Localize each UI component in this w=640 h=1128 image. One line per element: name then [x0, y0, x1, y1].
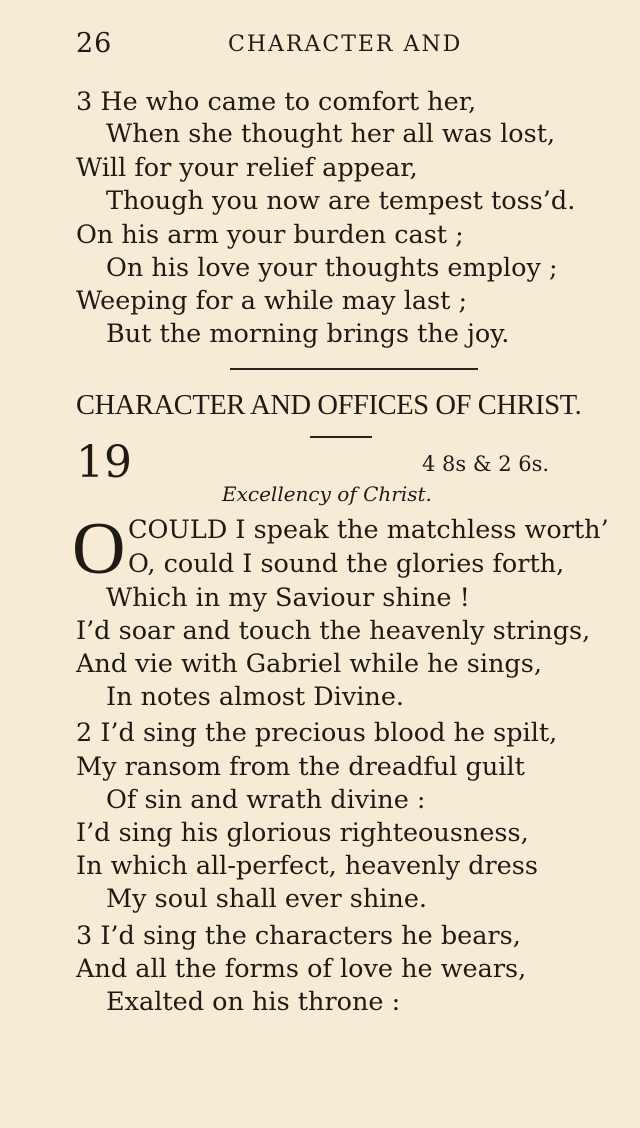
- verse-line: Of sin and wrath divine :: [106, 785, 426, 815]
- verse-line: 2 I’d sing the precious blood he spilt,: [76, 718, 558, 748]
- verse-line: On his arm your burden cast ;: [76, 220, 464, 250]
- verse-line: In which all-perfect, heavenly dress: [76, 851, 538, 881]
- hymn-subtitle: Excellency of Christ.: [222, 482, 432, 506]
- page-header: [76, 28, 604, 62]
- verse-line: Which in my Saviour shine !: [106, 583, 470, 613]
- verse-line: 3 He who came to comfort her,: [76, 87, 477, 117]
- verse-line: 3 I’d sing the characters he bears,: [76, 921, 521, 951]
- running-title: CHARACTER AND: [228, 32, 463, 57]
- page-number: 26: [76, 28, 113, 59]
- verse-line: Weeping for a while may last ;: [76, 286, 468, 316]
- verse-line: Exalted on his throne :: [106, 987, 401, 1017]
- hymn-meter: 4 8s & 2 6s.: [422, 452, 550, 476]
- verse-line: My ransom from the dreadful guilt: [76, 752, 525, 782]
- verse-line: When she thought her all was lost,: [106, 119, 556, 149]
- section-title: CHARACTER AND OFFICES OF CHRIST.: [76, 390, 582, 421]
- verse-line: I’d soar and touch the heavenly strings,: [76, 616, 591, 646]
- verse-line: My soul shall ever shine.: [106, 884, 428, 914]
- hymn-divider: [310, 436, 372, 438]
- verse-line: COULD I speak the matchless worth’: [128, 515, 609, 545]
- verse-line: I’d sing his glorious righteousness,: [76, 818, 529, 848]
- verse-line: Though you now are tempest toss’d.: [106, 186, 576, 216]
- verse-line: And vie with Gabriel while he sings,: [76, 649, 542, 679]
- verse-line: But the morning brings the joy.: [106, 319, 510, 349]
- verse-line: On his love your thoughts employ ;: [106, 253, 558, 283]
- section-divider: [230, 368, 478, 370]
- verse-line: O, could I sound the glories forth,: [128, 549, 565, 579]
- verse-line: In notes almost Divine.: [106, 682, 405, 712]
- hymn-number: 19: [76, 437, 132, 488]
- verse-line: And all the forms of love he wears,: [76, 954, 527, 984]
- verse-line: Will for your relief appear,: [76, 153, 418, 183]
- drop-cap: O: [72, 508, 126, 590]
